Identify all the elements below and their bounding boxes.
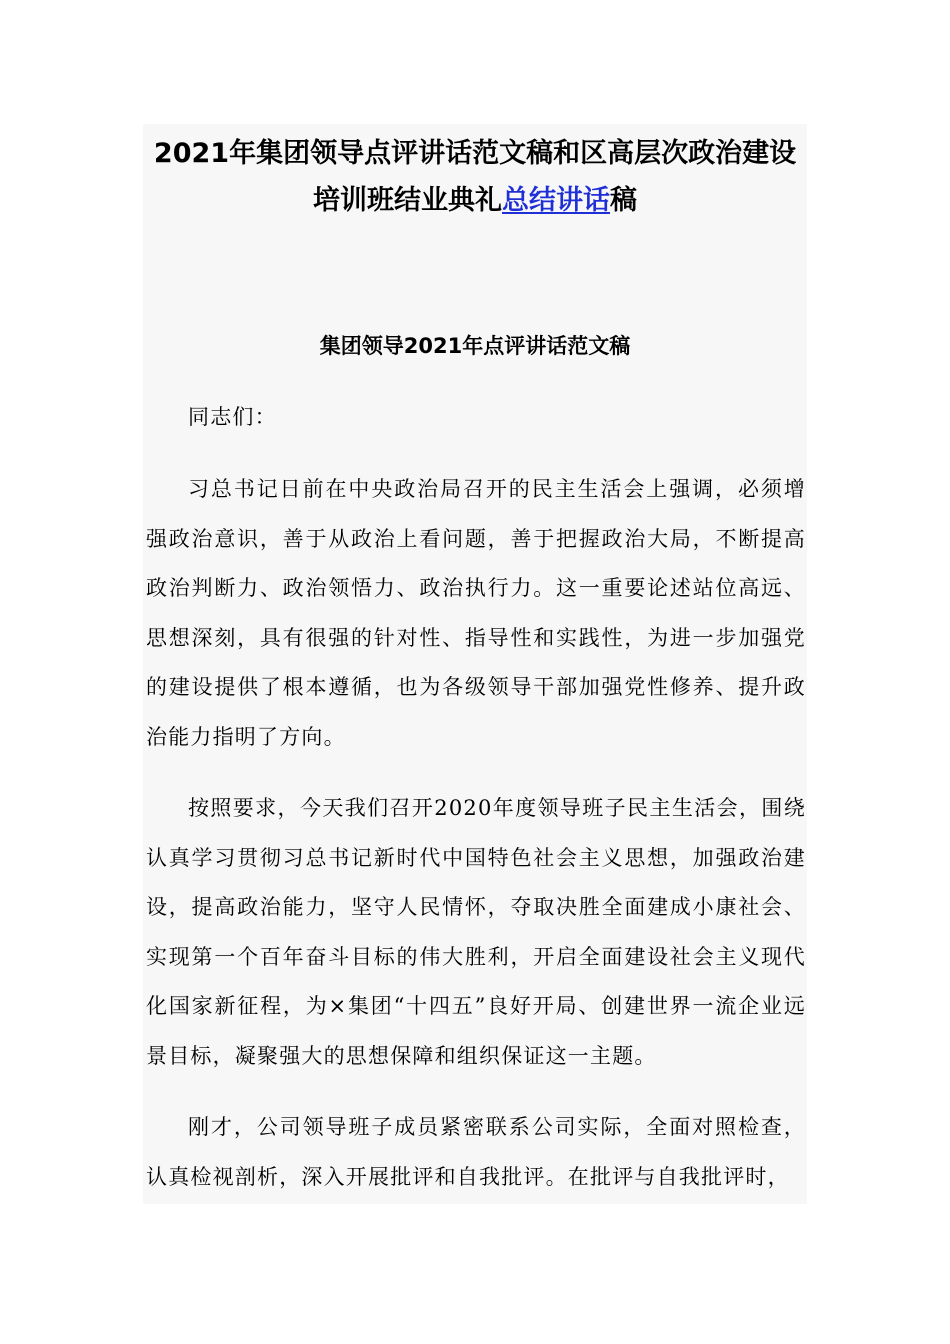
paragraph-1: 习总书记日前在中央政治局召开的民主生活会上强调，必须增强政治意识，善于从政治上看问题，善于把握政治大局，不断提高政治判断力、政治领悟力、政治执行力。这一重要论述站位高远、思想深刻，具有很强的针对性、指导性和实践性，为进一步加强党的建设提供了根本遵循，也为各级领导干部加强党性修养、提升政治能力指明了方向。: [146, 477, 806, 749]
title-text-part1: 2021年集团领导点评讲话范文稿和区高层次政治建设培训班结业典礼: [153, 138, 797, 216]
paragraph-2: 按照要求，今天我们召开2020年度领导班子民主生活会，围绕认真学习贯彻习总书记新时代中国特色社会主义思想，加强政治建设，提高政治能力，坚守人民情怀，夺取决胜全面建成小康社会、实现第一个百年奋斗目标的伟大胜利，开启全面建设社会主义现代化国家新征程，为×集团“十四五”良好开局、创建世界一流企业远景目标，凝聚强大的思想保障和组织保证这一主题。: [146, 796, 806, 1068]
title-link[interactable]: 总结讲话: [502, 185, 610, 216]
title-text-part2: 稿: [610, 185, 637, 216]
paragraph-3: 刚才，公司领导班子成员紧密联系公司实际，全面对照检查，认真检视剖析，深入开展批评和自我批评。在批评与自我批评时，: [146, 1115, 806, 1189]
document-title: [143, 130, 807, 224]
section-title: 集团领导2021年点评讲话范文稿: [319, 334, 631, 358]
greeting: 同志们：: [188, 405, 277, 429]
